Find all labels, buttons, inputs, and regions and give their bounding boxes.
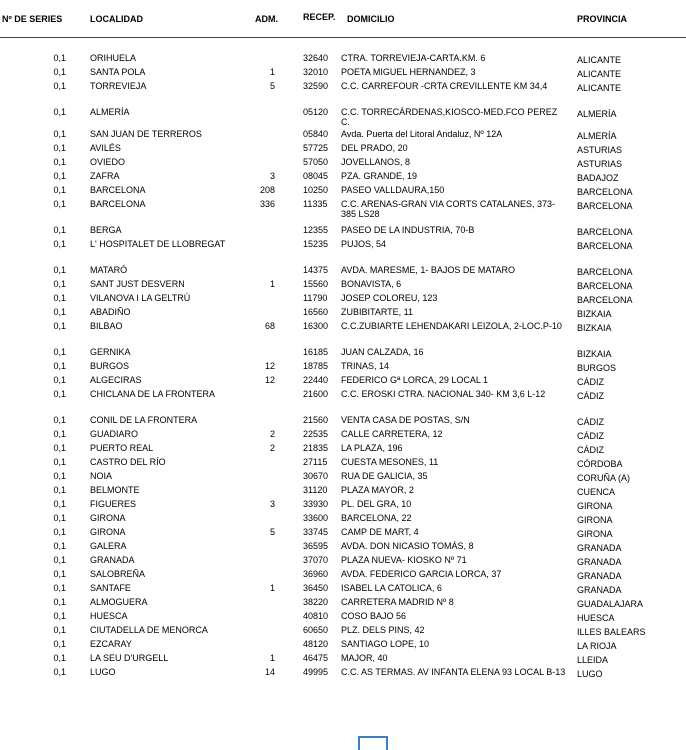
cell-recep: 46475 (303, 653, 329, 663)
cell-provincia: GIRONA (577, 501, 613, 511)
cell-recep: 05840 (303, 129, 329, 139)
cell-localidad: CIUTADELLA DE MENORCA (90, 625, 208, 635)
cell-domicilio: PASEO VALLDAURA,150 (341, 185, 445, 195)
cell-adm: 5 (269, 527, 275, 537)
cell-adm: 3 (269, 171, 275, 181)
cell-localidad: BARCELONA (90, 199, 146, 209)
table-row (0, 321, 686, 343)
cell-series: 0,1 (53, 667, 66, 677)
cell-localidad: CHICLANA DE LA FRONTERA (90, 389, 216, 399)
cell-recep: 10250 (303, 185, 329, 195)
cell-series: 0,1 (53, 415, 66, 425)
cell-domicilio: ZUBIBITARTE, 11 (341, 307, 414, 317)
cell-series: 0,1 (53, 321, 66, 331)
cell-series: 0,1 (53, 583, 66, 593)
cell-localidad: ALGECIRAS (90, 375, 142, 385)
table-row (0, 667, 686, 689)
cell-localidad: VILANOVA I LA GELTRÚ (90, 293, 191, 303)
cell-domicilio: ISABEL LA CATOLICA, 6 (341, 583, 442, 593)
cell-localidad: ALMERÍA (90, 107, 130, 117)
cell-domicilio: VENTA CASA DE POSTAS, S/N (341, 415, 470, 425)
cell-provincia: BIZKAIA (577, 309, 612, 319)
cell-recep: 38220 (303, 597, 329, 607)
cell-provincia: ASTURIAS (577, 159, 623, 169)
header-provincia: PROVINCIA (577, 14, 628, 24)
cell-domicilio: JOVELLANOS, 8 (341, 157, 411, 167)
cell-localidad: BERGA (90, 225, 122, 235)
cell-domicilio: JUAN CALZADA, 16 (341, 347, 424, 357)
cell-series: 0,1 (53, 157, 66, 167)
cell-series: 0,1 (53, 611, 66, 621)
cell-recep: 08045 (303, 171, 329, 181)
cell-domicilio: COSO BAJO 56 (341, 611, 407, 621)
cell-provincia: CÁDIZ (577, 445, 604, 455)
cell-recep: 32590 (303, 81, 329, 91)
cell-adm: 14 (264, 667, 275, 677)
cell-localidad: LUGO (90, 667, 116, 677)
cell-recep: 57050 (303, 157, 329, 167)
cell-adm: 208 (259, 185, 275, 195)
cell-localidad: EZCARAY (90, 639, 132, 649)
cell-recep: 18785 (303, 361, 329, 371)
header-series: Nº DE SERIES (2, 14, 63, 24)
cell-localidad: SALOBREÑA (90, 569, 146, 579)
cell-adm: 68 (264, 321, 275, 331)
cell-series: 0,1 (53, 171, 66, 181)
cell-localidad: BURGOS (90, 361, 130, 371)
cell-localidad: SANT JUST DESVERN (90, 279, 185, 289)
cell-provincia: BARCELONA (577, 227, 633, 237)
cell-provincia: GRANADA (577, 557, 622, 567)
cell-localidad: HUESCA (90, 611, 128, 621)
page-marker-icon[interactable] (358, 736, 388, 750)
cell-localidad: SANTA POLA (90, 67, 146, 77)
cell-localidad: FIGUERES (90, 499, 137, 509)
cell-series: 0,1 (53, 185, 66, 195)
cell-adm: 1 (269, 583, 275, 593)
cell-recep: 57725 (303, 143, 329, 153)
cell-recep: 60650 (303, 625, 329, 635)
cell-localidad: BILBAO (90, 321, 123, 331)
cell-series: 0,1 (53, 265, 66, 275)
cell-provincia: HUESCA (577, 613, 615, 623)
cell-domicilio: MAJOR, 40 (341, 653, 388, 663)
cell-series: 0,1 (53, 527, 66, 537)
cell-recep: 30670 (303, 471, 329, 481)
cell-localidad: GIRONA (90, 527, 126, 537)
cell-adm: 2 (269, 429, 275, 439)
cell-series: 0,1 (53, 513, 66, 523)
cell-series: 0,1 (53, 107, 66, 117)
cell-series: 0,1 (53, 375, 66, 385)
cell-recep: 21835 (303, 443, 329, 453)
cell-series: 0,1 (53, 429, 66, 439)
cell-series: 0,1 (53, 199, 66, 209)
cell-provincia: BARCELONA (577, 295, 633, 305)
cell-provincia: CUENCA (577, 487, 616, 497)
cell-provincia: ALICANTE (577, 69, 622, 79)
cell-provincia: BADAJOZ (577, 173, 619, 183)
cell-recep: 37070 (303, 555, 329, 565)
cell-domicilio: AVDA. DON NICASIO TOMÁS, 8 (341, 541, 474, 551)
cell-series: 0,1 (53, 81, 66, 91)
cell-domicilio: CARRETERA MADRID Nº 8 (341, 597, 454, 607)
cell-adm: 2 (269, 443, 275, 453)
cell-domicilio: JOSEP COLOREU, 123 (341, 293, 438, 303)
cell-localidad: MATARÓ (90, 265, 128, 275)
cell-recep: 11335 (303, 199, 328, 209)
cell-provincia: LLEIDA (577, 655, 609, 665)
cell-series: 0,1 (53, 471, 66, 481)
cell-provincia: CÁDIZ (577, 431, 604, 441)
cell-localidad: GIRONA (90, 513, 126, 523)
cell-localidad: ABADIÑO (90, 307, 131, 317)
header-localidad: LOCALIDAD (90, 14, 143, 24)
cell-adm: 5 (269, 81, 275, 91)
cell-series: 0,1 (53, 225, 66, 235)
cell-domicilio: C.C. ARENAS-GRAN VIA CORTS CATALANES, 373-385 LS28 (341, 199, 556, 219)
cell-provincia: BURGOS (577, 363, 617, 373)
cell-domicilio: CUESTA MESONES, 11 (341, 457, 439, 467)
cell-series: 0,1 (53, 485, 66, 495)
cell-localidad: SAN JUAN DE TERREROS (90, 129, 202, 139)
cell-domicilio: CAMP DE MART, 4 (341, 527, 419, 537)
cell-series: 0,1 (53, 389, 66, 399)
cell-recep: 16560 (303, 307, 329, 317)
table-row (0, 239, 686, 261)
cell-series: 0,1 (53, 457, 66, 467)
cell-domicilio: AVDA. FEDERICO GARCIA LORCA, 37 (341, 569, 502, 579)
cell-series: 0,1 (53, 597, 66, 607)
cell-localidad: GERNIKA (90, 347, 131, 357)
cell-domicilio: DEL PRADO, 20 (341, 143, 408, 153)
cell-series: 0,1 (53, 67, 66, 77)
cell-series: 0,1 (53, 307, 66, 317)
table-row (0, 107, 686, 129)
cell-domicilio: RUA DE GALICIA, 35 (341, 471, 428, 481)
cell-recep: 36450 (303, 583, 329, 593)
cell-adm: 336 (259, 199, 275, 209)
cell-series: 0,1 (53, 569, 66, 579)
cell-recep: 12355 (303, 225, 329, 235)
cell-provincia: ASTURIAS (577, 145, 623, 155)
cell-recep: 36960 (303, 569, 329, 579)
cell-provincia: BIZKAIA (577, 349, 612, 359)
cell-provincia: ALICANTE (577, 83, 622, 93)
cell-recep: 32640 (303, 53, 329, 63)
cell-series: 0,1 (53, 499, 66, 509)
cell-domicilio: PLZ. DELS PINS, 42 (341, 625, 425, 635)
cell-localidad: GUADIARO (90, 429, 139, 439)
cell-series: 0,1 (53, 53, 66, 63)
cell-series: 0,1 (53, 555, 66, 565)
cell-recep: 36595 (303, 541, 329, 551)
cell-provincia: GRANADA (577, 571, 622, 581)
cell-localidad: SANTAFE (90, 583, 131, 593)
cell-recep: 15560 (303, 279, 329, 289)
cell-provincia: BARCELONA (577, 281, 633, 291)
cell-recep: 33745 (303, 527, 329, 537)
cell-localidad: L' HOSPITALET DE LLOBREGAT (90, 239, 226, 249)
header-recep: RECEP. (303, 12, 336, 22)
cell-provincia: CÓRDOBA (577, 459, 623, 469)
cell-provincia: CÁDIZ (577, 377, 604, 387)
cell-domicilio: C.C. CARREFOUR -CRTA CREVILLENTE KM 34,4 (341, 81, 548, 91)
cell-recep: 33930 (303, 499, 329, 509)
cell-series: 0,1 (53, 239, 66, 249)
cell-series: 0,1 (53, 653, 66, 663)
cell-domicilio: PLAZA NUEVA- KIOSKO Nº 71 (341, 555, 467, 565)
cell-recep: 40810 (303, 611, 329, 621)
cell-domicilio: BONAVISTA, 6 (341, 279, 402, 289)
cell-provincia: BARCELONA (577, 201, 633, 211)
cell-recep: 21560 (303, 415, 329, 425)
cell-domicilio: C.C. EROSKI CTRA. NACIONAL 340- KM 3,6 L-12 (341, 389, 546, 399)
cell-recep: 33600 (303, 513, 329, 523)
cell-domicilio: CTRA. TORREVIEJA-CARTA.KM. 6 (341, 53, 486, 63)
cell-domicilio: C.C. TORRECÁRDENAS,KIOSCO-MED.FCO PEREZ C. (341, 107, 558, 127)
cell-adm: 1 (269, 653, 275, 663)
cell-recep: 48120 (303, 639, 329, 649)
cell-recep: 11790 (303, 293, 328, 303)
cell-localidad: BELMONTE (90, 485, 140, 495)
cell-recep: 14375 (303, 265, 329, 275)
cell-localidad: GRANADA (90, 555, 135, 565)
table-row (0, 81, 686, 103)
cell-provincia: ALMERÍA (577, 109, 617, 119)
cell-series: 0,1 (53, 541, 66, 551)
cell-localidad: NOIA (90, 471, 113, 481)
cell-adm: 1 (269, 279, 275, 289)
cell-series: 0,1 (53, 293, 66, 303)
cell-recep: 21600 (303, 389, 329, 399)
cell-provincia: GRANADA (577, 585, 622, 595)
cell-provincia: BARCELONA (577, 267, 633, 277)
cell-domicilio: CALLE CARRETERA, 12 (341, 429, 443, 439)
table-row (0, 389, 686, 411)
cell-adm: 12 (264, 375, 275, 385)
cell-adm: 3 (269, 499, 275, 509)
cell-provincia: ALICANTE (577, 55, 622, 65)
header-domicilio: DOMICILIO (347, 14, 395, 24)
cell-provincia: ALMERÍA (577, 131, 617, 141)
cell-localidad: BARCELONA (90, 185, 146, 195)
cell-provincia: CÁDIZ (577, 417, 604, 427)
cell-localidad: LA SEU D'URGELL (90, 653, 169, 663)
cell-localidad: OVIEDO (90, 157, 126, 167)
cell-provincia: BARCELONA (577, 187, 633, 197)
cell-series: 0,1 (53, 443, 66, 453)
cell-localidad: ZAFRA (90, 171, 120, 181)
cell-recep: 49995 (303, 667, 329, 677)
cell-provincia: LA RIOJA (577, 641, 617, 651)
cell-recep: 22535 (303, 429, 329, 439)
cell-recep: 27115 (303, 457, 328, 467)
cell-recep: 31120 (303, 485, 328, 495)
cell-domicilio: C.C.ZUBIARTE LEHENDAKARI LEIZOLA, 2-LOC.P-10 (341, 321, 562, 331)
cell-recep: 15235 (303, 239, 329, 249)
cell-domicilio: PZA. GRANDE, 19 (341, 171, 418, 181)
cell-provincia: LUGO (577, 669, 603, 679)
cell-domicilio: PUJOS, 54 (341, 239, 387, 249)
cell-series: 0,1 (53, 347, 66, 357)
cell-localidad: PUERTO REAL (90, 443, 154, 453)
cell-domicilio: PLAZA MAYOR, 2 (341, 485, 414, 495)
cell-localidad: CASTRO DEL RÍO (90, 457, 166, 467)
cell-recep: 22440 (303, 375, 329, 385)
cell-recep: 16300 (303, 321, 329, 331)
cell-series: 0,1 (53, 625, 66, 635)
cell-localidad: AVILÉS (90, 143, 121, 153)
cell-provincia: GIRONA (577, 529, 613, 539)
cell-domicilio: POETA MIGUEL HERNANDEZ, 3 (341, 67, 476, 77)
cell-domicilio: FEDERICO Gª LORCA, 29 LOCAL 1 (341, 375, 489, 385)
cell-series: 0,1 (53, 279, 66, 289)
cell-provincia: ILLES BALEARS (577, 627, 646, 637)
cell-localidad: GALERA (90, 541, 127, 551)
cell-domicilio: PL. DEL GRA, 10 (341, 499, 412, 509)
cell-adm: 12 (264, 361, 275, 371)
cell-domicilio: Avda. Puerta del Litoral Andaluz, Nº 12A (341, 129, 503, 139)
cell-domicilio: BARCELONA, 22 (341, 513, 412, 523)
cell-recep: 16185 (303, 347, 329, 357)
cell-domicilio: SANTIAGO LOPE, 10 (341, 639, 430, 649)
cell-series: 0,1 (53, 129, 66, 139)
cell-series: 0,1 (53, 143, 66, 153)
cell-series: 0,1 (53, 639, 66, 649)
cell-domicilio: PASEO DE LA INDUSTRIA, 70-B (341, 225, 475, 235)
cell-localidad: CONIL DE LA FRONTERA (90, 415, 198, 425)
cell-domicilio: LA PLAZA, 196 (341, 443, 403, 453)
cell-provincia: GRANADA (577, 543, 622, 553)
table-row (0, 199, 686, 221)
header-adm: ADM. (255, 14, 278, 24)
cell-provincia: BIZKAIA (577, 323, 612, 333)
cell-domicilio: AVDA. MARESME, 1- BAJOS DE MATARO (341, 265, 516, 275)
cell-domicilio: TRINAS, 14 (341, 361, 390, 371)
cell-provincia: GUADALAJARA (577, 599, 644, 609)
cell-domicilio: C.C. AS TERMAS. AV INFANTA ELENA 93 LOCAL B-13 (341, 667, 566, 677)
cell-provincia: CORUÑA (A) (577, 473, 631, 483)
cell-provincia: GIRONA (577, 515, 613, 525)
table-header (0, 0, 686, 38)
cell-localidad: TORREVIEJA (90, 81, 147, 91)
cell-localidad: ORIHUELA (90, 53, 137, 63)
cell-series: 0,1 (53, 361, 66, 371)
cell-recep: 32010 (303, 67, 329, 77)
cell-adm: 1 (269, 67, 275, 77)
cell-provincia: BARCELONA (577, 241, 633, 251)
cell-localidad: ALMOGUERA (90, 597, 148, 607)
cell-provincia: CÁDIZ (577, 391, 604, 401)
cell-recep: 05120 (303, 107, 329, 117)
